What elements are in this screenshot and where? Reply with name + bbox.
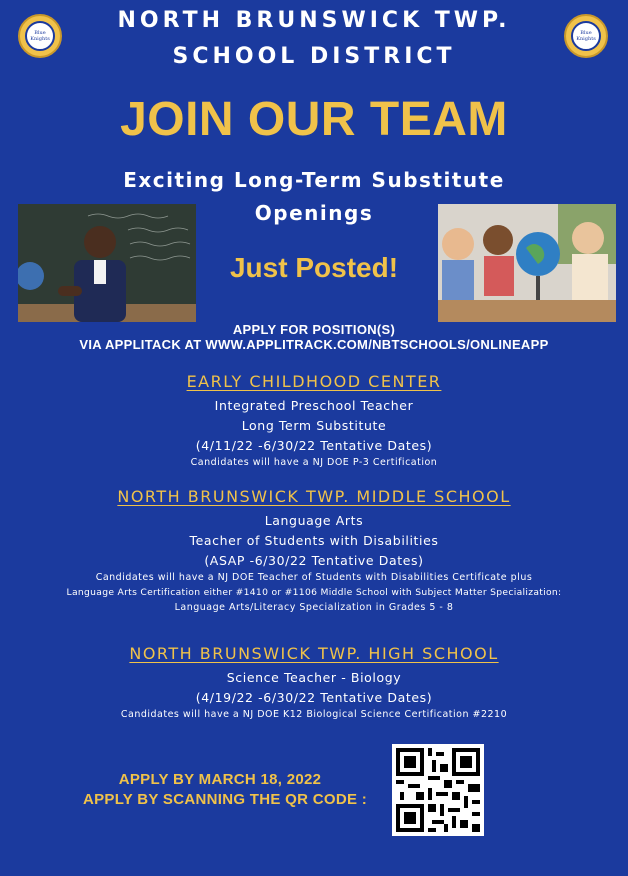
position-line: Language Arts	[264, 513, 364, 528]
position-line: Long Term Substitute	[241, 418, 387, 433]
headline: JOIN OUR TEAM	[120, 93, 508, 146]
logo-knight-icon: Blue Knights	[25, 21, 55, 51]
certification-note: Candidates will have a NJ DOE K12 Biological Science Certification #2210	[120, 709, 508, 720]
subheading-line1: Exciting Long-Term Substitute	[123, 168, 505, 192]
district-name-line1: NORTH BRUNSWICK TWP.	[117, 8, 511, 33]
logo-knight-icon: Blue Knights	[571, 21, 601, 51]
section-title-high-school: NORTH BRUNSWICK TWP. HIGH SCHOOL	[129, 644, 499, 663]
certification-note: Candidates will have a NJ DOE Teacher of Students with Disabilities Certificate plus	[95, 572, 533, 583]
position-line: Teacher of Students with Disabilities	[189, 533, 439, 548]
scan-qr-instruction: APPLY BY SCANNING THE QR CODE :	[82, 791, 368, 808]
certification-note: Language Arts Certification either #1410 or #1106 Middle School with Subject Matter Specialization:	[66, 587, 562, 598]
section-title-middle-school: NORTH BRUNSWICK TWP. MIDDLE SCHOOL	[117, 487, 511, 506]
position-dates: (4/11/22 -6/30/22 Tentative Dates)	[195, 438, 433, 453]
certification-note: Candidates will have a NJ DOE P-3 Certification	[190, 457, 438, 468]
apply-url[interactable]: VIA APPLITACK AT WWW.APPLITRACK.COM/NBTSCHOOLS/ONLINEAPP	[79, 337, 549, 352]
just-posted-label: Just Posted!	[229, 252, 399, 283]
position-dates: (ASAP -6/30/22 Tentative Dates)	[204, 553, 424, 568]
qr-code[interactable]	[392, 744, 484, 836]
certification-note: Language Arts/Literacy Specialization in Grades 5 - 8	[174, 602, 454, 613]
apply-deadline: APPLY BY MARCH 18, 2022	[118, 771, 322, 788]
position-line: Integrated Preschool Teacher	[214, 398, 414, 413]
position-line: Science Teacher - Biology	[226, 670, 402, 685]
section-title-early-childhood: EARLY CHILDHOOD CENTER	[186, 372, 442, 391]
district-name-line2: SCHOOL DISTRICT	[172, 44, 456, 69]
position-dates: (4/19/22 -6/30/22 Tentative Dates)	[195, 690, 433, 705]
subheading-line2: Openings	[254, 201, 374, 225]
apply-instructions-line1: APPLY FOR POSITION(S)	[232, 322, 396, 337]
